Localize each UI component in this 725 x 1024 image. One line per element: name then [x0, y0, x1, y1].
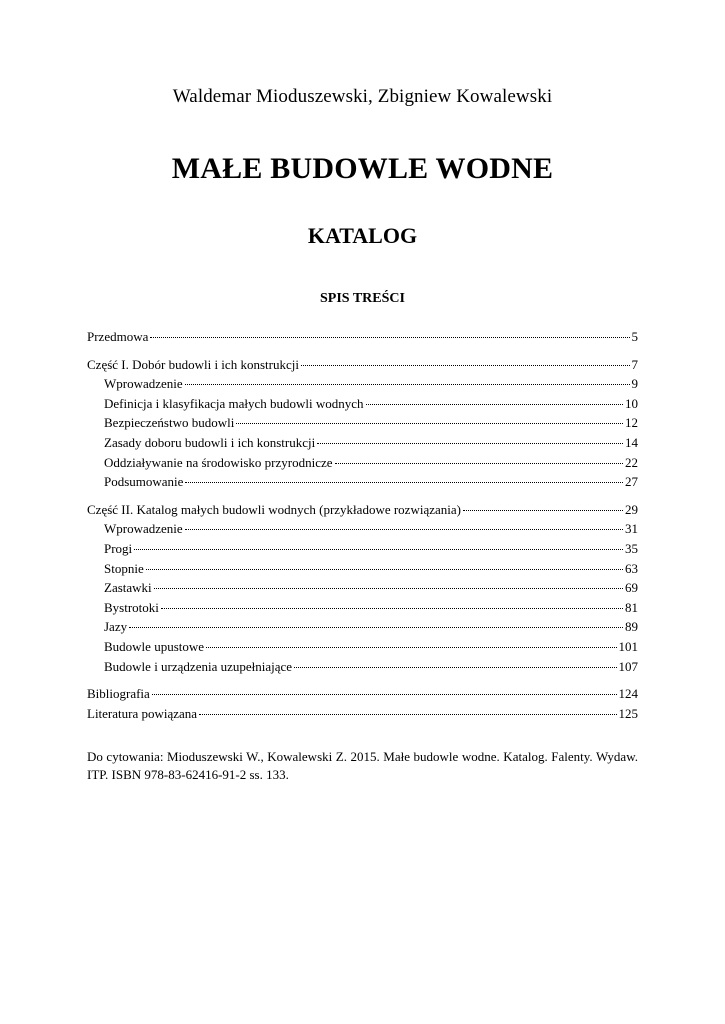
toc-entry-label: Zastawki: [104, 580, 152, 596]
toc-entry-page: 63: [625, 560, 638, 576]
toc-heading: SPIS TREŚCI: [320, 291, 405, 306]
toc-leader: [185, 384, 630, 385]
toc-entry: [87, 637, 638, 657]
toc-entry-page: 125: [618, 705, 638, 721]
toc-entry: [87, 355, 638, 375]
toc-entry-label: Część II. Katalog małych budowli wodnych (przykładowe rozwiązania): [87, 501, 461, 517]
toc-entry-page: 124: [618, 686, 638, 702]
toc-leader: [185, 482, 623, 483]
toc-entry-page: 35: [625, 540, 638, 556]
toc-entry-label: Budowle i urządzenia uzupełniające: [104, 658, 293, 674]
toc-entry-label: Jazy: [104, 619, 128, 635]
toc-entry: [87, 704, 638, 724]
toc-leader: [134, 549, 623, 550]
toc-entry-label: Zasady doboru budowli i ich konstrukcji: [104, 434, 316, 450]
toc-entry-label: Stopnie: [104, 560, 144, 576]
toc-leader: [199, 714, 616, 715]
toc-entry: [87, 598, 638, 618]
toc-leader: [146, 569, 623, 570]
toc-leader: [161, 608, 623, 609]
toc-entry-page: 107: [618, 658, 638, 674]
toc-leader: [150, 337, 629, 338]
document-subtitle: KATALOG: [307, 223, 418, 248]
toc-entry-label: Podsumowanie: [104, 474, 184, 490]
authors: Waldemar Mioduszewski, Zbigniew Kowalewski: [172, 86, 553, 107]
toc-entry-page: 27: [625, 474, 638, 490]
toc-entry-label: Część I. Dobór budowli i ich konstrukcji: [87, 356, 299, 372]
toc-entry: [87, 578, 638, 598]
toc-entry-label: Budowle upustowe: [104, 638, 205, 654]
toc-entry-page: 31: [625, 521, 638, 537]
toc-leader: [366, 404, 623, 405]
toc-entry-page: 29: [625, 501, 638, 517]
toc-leader: [152, 694, 617, 695]
toc-entry-label: Literatura powiązana: [87, 705, 198, 721]
toc-leader: [154, 588, 623, 589]
toc-leader: [206, 647, 616, 648]
toc-leader: [317, 443, 623, 444]
toc-entry: [87, 559, 638, 579]
toc-entry: [87, 472, 638, 492]
toc-entry-label: Progi: [104, 540, 133, 556]
toc-leader: [129, 627, 623, 628]
toc-entry: [87, 684, 638, 704]
citation-note: Do cytowania: Mioduszewski W., Kowalewski Z. 2015. Małe budowle wodne. Katalog. Falenty. Wydaw. ITP. ISBN 978-83-62416-91-2 ss. 133.: [87, 749, 638, 782]
toc-entry-page: 69: [625, 580, 638, 596]
toc-leader: [463, 510, 623, 511]
toc-entry-label: Bezpieczeństwo budowli: [104, 415, 235, 431]
toc-entry: [87, 500, 638, 520]
toc-entry: [87, 374, 638, 394]
toc-entry-label: Wprowadzenie: [104, 521, 183, 537]
toc-entry-page: 14: [625, 434, 638, 450]
toc-entry-page: 101: [618, 638, 638, 654]
toc-leader: [301, 365, 630, 366]
toc-entry-page: 81: [625, 599, 638, 615]
toc-leader: [294, 667, 616, 668]
toc-entry: [87, 394, 638, 414]
table-of-contents: [87, 327, 638, 723]
document-title: MAŁE BUDOWLE WODNE: [171, 152, 554, 185]
toc-leader: [236, 423, 623, 424]
toc-entry-page: 22: [625, 454, 638, 470]
toc-entry: [87, 617, 638, 637]
toc-leader: [185, 529, 623, 530]
toc-entry-label: Definicja i klasyfikacja małych budowli wodnych: [104, 395, 364, 411]
toc-entry: [87, 519, 638, 539]
toc-entry: [87, 433, 638, 453]
toc-entry-label: Przedmowa: [87, 329, 149, 344]
toc-entry: [87, 413, 638, 433]
toc-entry-label: Bystrotoki: [104, 599, 159, 615]
toc-entry: [87, 657, 638, 677]
toc-entry: [87, 327, 638, 347]
toc-leader: [335, 463, 623, 464]
toc-entry-page: 89: [625, 619, 638, 635]
toc-entry-label: Wprowadzenie: [104, 376, 183, 392]
toc-entry-page: 5: [631, 329, 638, 344]
toc-entry: [87, 539, 638, 559]
toc-entry-label: Bibliografia: [87, 686, 150, 702]
toc-entry-label: Oddziaływanie na środowisko przyrodnicze: [104, 454, 333, 470]
toc-entry-page: 9: [631, 376, 638, 392]
toc-entry-page: 12: [625, 415, 638, 431]
toc-entry-page: 10: [625, 395, 638, 411]
toc-entry-page: 7: [631, 356, 638, 372]
toc-entry: [87, 453, 638, 473]
